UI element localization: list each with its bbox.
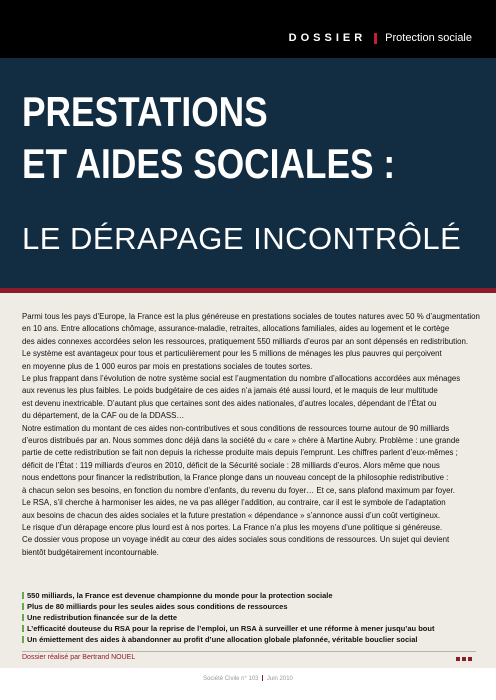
article-line: aux besoins de chacun des aides sociales et la future prestation « dépendance » s’annonce aussi d’un coût vertigineux. — [22, 510, 441, 520]
article-line: Notre estimation du montant de ces aides non-contributives et sous conditions de ressources tourne autour de 90 milliards — [22, 423, 450, 433]
author-credit: Dossier réalisé par Bertrand NOUEL — [22, 654, 136, 661]
article-line: déficit de l’État : 119 milliards d’euros en 2010, déficit de la Sécurité sociale : 28 milliards d’euros. Alors même que nous — [22, 460, 440, 470]
key-points-list — [22, 590, 482, 645]
article-line: Le plus frappant dans l’évolution de notre système social est l’augmentation du nombre d’allocations accordées aux ménages — [22, 374, 461, 384]
top-bar — [0, 0, 496, 58]
article-line: d’euros distribués par an. Nous sommes donc déjà dans la société du « care » chère à Martine Aubry. Problème : une grande — [22, 436, 460, 446]
article-line: Parmi tous les pays d’Europe, la France est la plus généreuse en prestations sociales de toutes natures avec 50 % d’augmentation — [22, 312, 480, 321]
section-topic: Protection sociale — [385, 32, 472, 44]
section-label: DOSSIER — [288, 32, 367, 44]
publication-name: Société Civile n° 103 — [203, 676, 259, 682]
title-line-1: PRESTATIONS — [22, 88, 268, 135]
page-title — [22, 86, 395, 190]
key-point-item — [22, 612, 482, 623]
key-point-text: Un émiettement des aides à abandonner au profit d’une allocation globale plafonnée, véritable bouclier social — [27, 635, 418, 644]
article-line: Ce dossier vous propose un voyage inédit au cœur des aides sociales sous conditions de ressources. Un sujet qui devient — [22, 535, 450, 545]
article-line: bientôt budgétairement incontournable. — [22, 547, 159, 557]
bullet-marker — [22, 636, 24, 643]
article-line: Le RSA, s’il cherche à harmoniser les aides, ne va pas alléger l’addition, au contraire, car il est le symbole de l’adaptation — [22, 498, 446, 508]
article-line: en moyenne plus de 1 000 euros par mois en prestations sociales de toutes sortes. — [22, 361, 313, 371]
bullet-marker — [22, 603, 24, 610]
key-point-item — [22, 601, 482, 612]
key-point-text: L’efficacité douteuse du RSA pour la reprise de l’emploi, un RSA à surveiller et une réforme à mener jusqu’au bout — [27, 624, 435, 633]
article-line: Le système est avantageux pour tous et particulièrement pour les 5 millions de ménages les plus pauvres qui perçoivent — [22, 349, 442, 359]
folio — [0, 675, 496, 682]
key-point-text: Une redistribution financée sur de la dette — [27, 613, 178, 622]
page-subtitle: LE DÉRAPAGE INCONTRÔLÉ — [22, 221, 462, 256]
article-line: en 10 ans. Entre allocations chômage, assurance-maladie, retraites, allocations familiales, aides au logement et le cortège — [22, 324, 450, 334]
article-line: partie de cette redistribution se fait non depuis la richesse produite mais depuis l’emprunt. Les chiffres parlent d’eux-mêmes ; — [22, 448, 458, 458]
article-section — [0, 293, 496, 668]
article-line: Le risque d’un dérapage encore plus lourd est à nos portes. La France n’a plus les moyens d’une politique si généreuse. — [22, 522, 443, 532]
end-square — [462, 657, 466, 661]
bullet-marker — [22, 625, 24, 632]
article-line: est devenu inextricable. D’autant plus que certaines sont des aides nationales, d’autres locales, dépendant de l’État ou — [22, 398, 437, 408]
article-line: du département, de la CAF ou de la DDASS… — [22, 411, 185, 421]
key-point-item — [22, 590, 482, 601]
end-square — [456, 657, 460, 661]
page-footer — [0, 668, 496, 700]
key-point-text: Plus de 80 milliards pour les seules aides sous conditions de ressources — [27, 602, 288, 611]
credit-divider — [22, 651, 476, 652]
rubric-separator — [374, 33, 377, 44]
article-line: des aides connexes accordées selon les ressources, pratiquement 550 milliards d’euros par an sont dépensés en redistribution. — [22, 336, 469, 346]
key-point-item — [22, 623, 482, 634]
title-line-2: ET AIDES SOCIALES : — [22, 140, 396, 187]
section-rubric — [289, 32, 472, 44]
key-point-text: 550 milliards, la France est devenue championne du monde pour la protection sociale — [27, 591, 333, 600]
publication-date: Juin 2010 — [266, 676, 293, 682]
end-marks — [456, 657, 472, 661]
end-square — [468, 657, 472, 661]
article-body — [22, 311, 480, 559]
article-line: aux revenus les plus faibles. Le poids budgétaire de ces aides n’a jamais été aussi lourd, et le maquis de leur multitude — [22, 386, 438, 396]
key-point-item — [22, 634, 482, 645]
bullet-marker — [22, 614, 24, 621]
bullet-marker — [22, 592, 24, 599]
article-line: nous endettons pour financer la redistribution, la France plonge dans un nouveau concept de la philosophie redistributive : — [22, 473, 449, 483]
title-banner — [0, 58, 496, 288]
folio-separator — [262, 675, 263, 681]
article-line: à chacun selon ses besoins, en fonction du nombre d’enfants, du revenu du foyer… Et ce, sans plafond maximum par foyer. — [22, 485, 455, 495]
